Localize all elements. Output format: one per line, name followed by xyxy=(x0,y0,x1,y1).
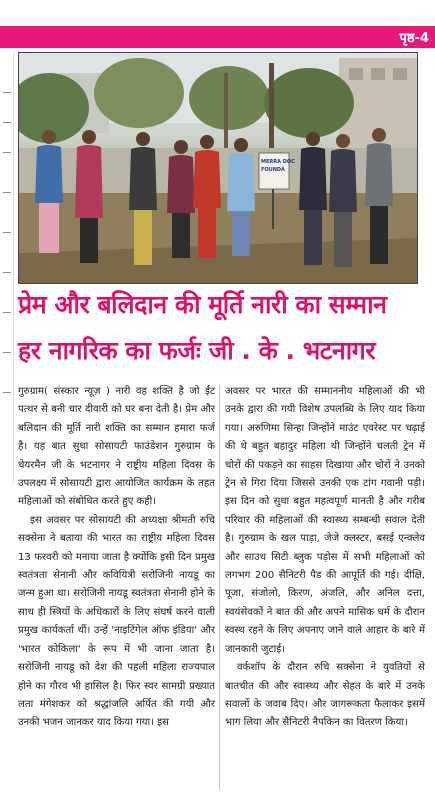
article-paragraph: वर्कशॉप के दौरान रुचि सक्सेना ने युवतियों से बातचीत की और स्वास्थ्य और सेहत के बारे में उनके सवालों के जवाब दिए। और जागरूकता फैलाकर इसमें भाग लिया और सैनिटरी नैपकिन का वितरण किया। xyxy=(225,662,425,729)
headline-line-1: प्रेम और बलिदान की मूर्ति नारी का सम्मान xyxy=(18,290,387,319)
headline-line-2: हर नागरिक का फर्जः जी . के . भटनागर xyxy=(18,336,376,365)
article-column-right xyxy=(225,383,425,793)
article-paragraph: अवसर पर भारत की सम्माननीय महिलाओं की भी उनके द्वारा की गयी विशेष उपलब्धि के लिए याद किया गया। अरुणिमा सिन्हा जिन्होंने माउंट एवरेस्ट पर चढ़ाई की थे बहुत बहादुर महिला थी जिन्होंने चलती ट्रेन में चोरों की पकड़ने का साहस दिखाया और चोरों ने उनको ट्रेन से गिरा दिया जिससे उनकी एक टांग गवानी पड़ी। इस दिन को सुधा बहुत महत्वपूर्ण मानती है और गरीब परिवार की महिलाओं की स्वास्थ्य सम्बन्धी सवाल देती है। गुरुग्राम के खल पाड़ा, जेजे क्लस्टर, बसई एन्क्लेव और साउथ सिटी ब्लुक पड़ोस में सभी महिलाओं को लगभग 200 सैनिटरी पैड की आपूर्ति की गई। दीक्षि, पूजा, संजोलो, किरण, अंजलि, और अनिल दत्ता, स्वयंसेवकों ने बात की और अपने मासिक धर्म के दौरान स्वस्थ रहने के लिए अपनाए जाने वाले आहार के बारे में जानकारी जुटाई। xyxy=(225,386,425,655)
article-paragraph: इस अवसर पर सोसायटी की अध्यक्षा श्रीमती रुचि सक्सेना ने बताया की भारत का राष्ट्रीय महिला दिवस 13 फरवरी को मनाया जाता है क्योंकि इसी दिन प्रमुख स्वतंत्रता सेनानी और कवियित्री सरोजिनी नायडू का जन्म हुआ था। सरोजिनी नायडू स्वतंत्रता सेनानी होने के साथ ही स्त्रियों के अधिकारों के लिए संघर्ष करने वाली प्रमुख कार्यकर्ता थीं। उन्हें 'नाइटिंगेल ऑफ इंडिया' और 'भारत कोकिला' के रूप में भी जाना जाता है। सरोजिनी नायडू को देश की पहली महिला राज्यपाल होने का गौरव भी हासिल है। फिर स्वर सामग्री प्रख्यात लता मंगेशकर को श्रद्धांजलि अर्पित की गयी और उनकी भजन जानकर याद किया गया। इस xyxy=(18,514,215,729)
article-column-left xyxy=(18,383,215,793)
signboard-text-2: FOUNDA xyxy=(261,167,285,173)
adjacent-column-edge xyxy=(0,52,14,482)
group-photo-illustration xyxy=(19,53,418,284)
group-photo xyxy=(18,52,418,284)
page-header-bar xyxy=(0,26,435,48)
column-divider xyxy=(219,385,220,790)
page-number-label: पृष्ठ-4 xyxy=(399,31,429,46)
article-paragraph: गुरुग्राम( संस्कार न्यूज़ ) नारी वह शक्ति है जो ईंट पत्थर से बनी चार दीवारी को घर बना देती है। प्रेम और बलिदान की मूर्ति नारी शक्ति का सम्मान हमारा फर्ज है। यह बात सुधा सोसायटी फाउंडेशन गुरुग्राम के चेयरमैन जी के भटनागर ने राष्ट्रीय महिला दिवस के उपलक्ष्य में सोसायटी द्वारा आयोजित कार्यक्रम के तहत महिलाओं को संबोधित करते हुए कही। xyxy=(18,386,215,508)
signboard-text-1: MERRA DOC xyxy=(261,159,295,165)
